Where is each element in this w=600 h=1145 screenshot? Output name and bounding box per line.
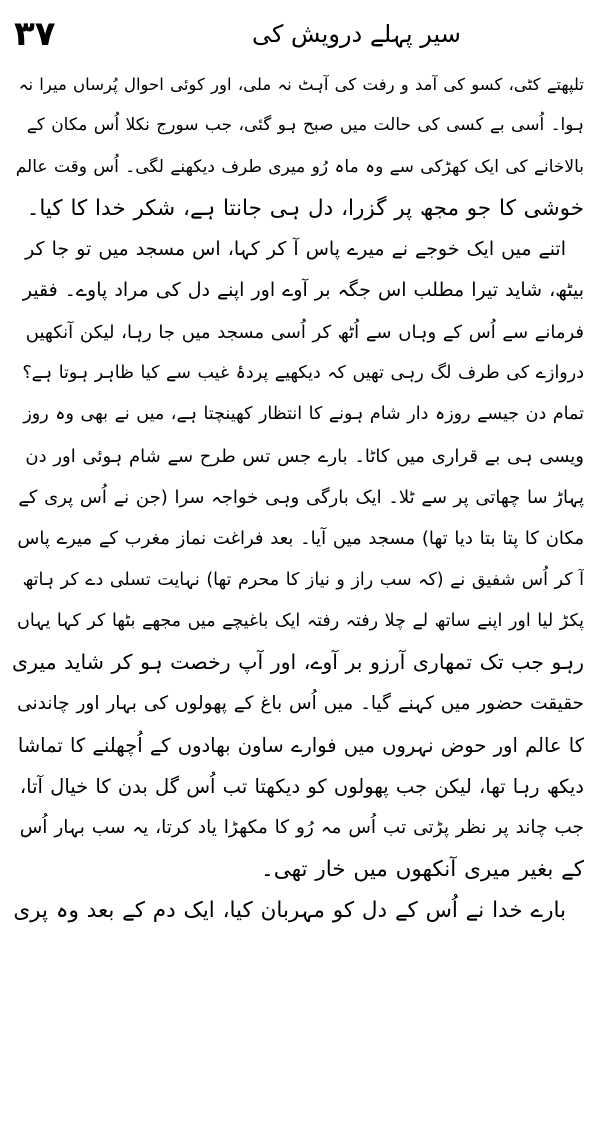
text-line: دیکھ رہا تھا، لیکن جب پھولوں کو دیکھتا تب اُس گل بدن کا خیال آتا،: [19, 775, 584, 799]
text-line: بالاخانے کی ایک کھڑکی سے وہ ماہ رُو میری طرف دیکھنے لگی۔ اُس وقت عالم: [15, 156, 584, 177]
text-line: تلپھتے کٹی، کسو کی آمد و رفت کی آہٹ نہ ملی، اور کوئی احوال پُرساں میرا نہ: [18, 75, 584, 94]
text-line: حقیقت حضور میں کہنے گیا۔ میں اُس باغ کے پھولوں کی بہار اور چاندنی: [17, 693, 584, 715]
text-line: تمام دن جیسے روزہ دار شام ہونے کا انتظار کھینچتا ہے، میں نے بھی وہ روز: [23, 404, 584, 425]
text-line: اتنے میں ایک خوجے نے میرے پاس آ کر کہا، اس مسجد میں تو جا کر: [25, 238, 566, 261]
text-line: رہو جب تک تمھاری آرزو بر آوے، اور آپ رخصت ہو کر شاید میری: [12, 650, 584, 675]
text-line: بیٹھ، شاید تیرا مطلب اس جگہ بر آوے اور اپنے دل کی مراد پاوے۔ فقیر: [22, 279, 584, 302]
text-line: خوشی کا جو مجھ پر گزرا، دل ہی جانتا ہے، شکر خدا کا کیا۔: [26, 195, 584, 221]
text-line: دروازے کی طرف لگ رہی تھیں کہ دیکھیے پردۂ غیب سے کیا ظاہر ہوتا ہے؟: [22, 363, 584, 384]
page-header: [12, 10, 584, 64]
text-line: کا عالم اور حوض نہروں میں فوارے ساون بھادوں کے اُچھلنے کا تماشا: [17, 733, 584, 757]
text-line: آ کر اُس شفیق نے (کہ سب راز و نیاز کا محرم تھا) نہایت تسلی دے کر ہاتھ: [22, 569, 584, 590]
text-line: جب چاند پر نظر پڑتی تب اُس مہ رُو کا مکھڑا یاد کرتا، یہ سب بہار اُس: [19, 817, 584, 839]
page-number: ۳۷: [14, 14, 56, 54]
text-line: ویسی ہی بے قراری میں کاٹا۔ بارے جس تس طرح سے شام ہوئی اور دن: [25, 445, 584, 467]
text-line: پہاڑ سا چھاتی پر سے ٹلا۔ ایک بارگی وہی خواجہ سرا (جن نے اُس پری کے: [18, 486, 584, 508]
text-line: پکڑ لیا اور اپنے ساتھ لے چلا رفتہ رفتہ ایک باغیچے میں مجھے بٹھا کر کہا یہاں: [17, 610, 584, 631]
text-line: کے بغیر میری آنکھوں میں خار تھی۔: [261, 856, 584, 882]
text-line: فرمانے سے اُس کے وہاں سے اُٹھ کر اُسی مسجد میں جا رہا، لیکن آنکھیں: [25, 321, 584, 343]
body-text: [12, 64, 584, 931]
running-title: سیر پہلے درویش کی: [252, 20, 461, 48]
text-line: مکان کا پتا بتا دیا تھا) مسجد میں آیا۔ بعد فراغت نماز مغرب کے میرے پاس: [17, 528, 584, 550]
text-line: ہوا۔ اُسی بے کسی کی حالت میں صبح ہو گئی، جب سورج نکلا اُس مکان کے: [26, 115, 584, 136]
text-line: بارے خدا نے اُس کے دل کو مہربان کیا، ایک دم کے بعد وہ پری: [13, 897, 566, 923]
